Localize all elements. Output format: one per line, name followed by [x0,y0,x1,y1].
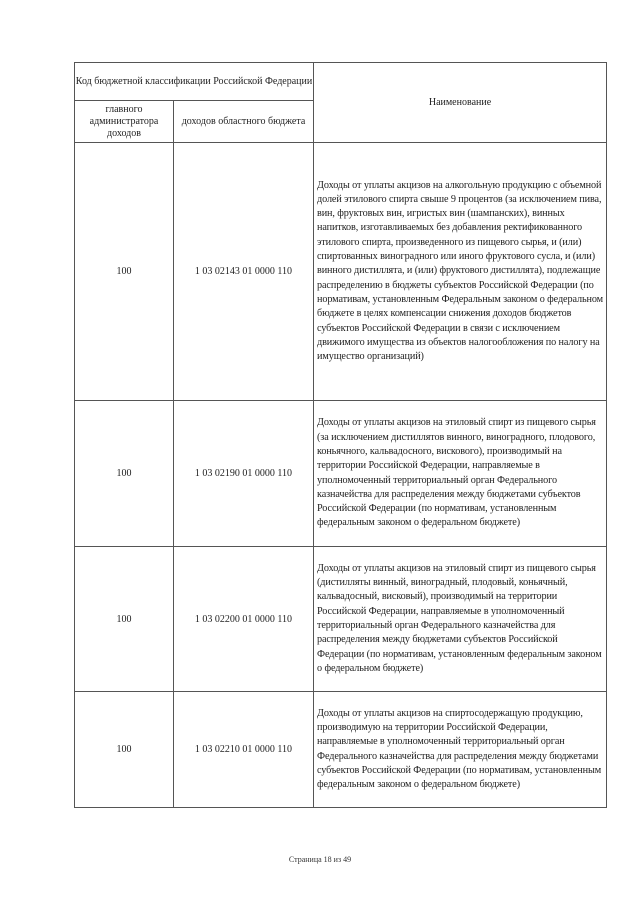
table-row [75,401,607,547]
name-cell: Доходы от уплаты акцизов на этиловый спирт из пищевого сырья (дистилляты винный, виноградный, плодовый, коньячный, кальвадосный, висковый), производимый на территории Российской Федерации, направляемые в уполномоченный территориальный орган Федерального казначейства для распределения между бюджетами субъектов Российской Федерации (по нормативам, установленным федеральным законом о федеральном бюджете) [314,547,607,692]
name-cell: Доходы от уплаты акцизов на этиловый спирт из пищевого сырья (за исключением дистиллятов винного, виноградного, плодового, коньячного, кальвадосного, вискового), производимый на территории Российской Федерации, направляемые в уполномоченный территориальный орган Федерального казначейства для распределения между бюджетами субъектов Российской Федерации (по нормативам, установленным федеральным законом о федеральном бюджете) [314,401,607,547]
budget-code-cell: 1 03 02210 01 0000 110 [174,692,314,808]
name-cell: Доходы от уплаты акцизов на алкогольную продукцию с объемной долей этилового спирта свыше 9 процентов (за исключением пива, вин, фруктовых вин, игристых вин (шампанских), винных напитков, изготавливаемых без добавления ректификованного этилового спирта, произведенного из пищевого сырья, и (или) спиртованных виноградного или иного фруктового сусла, и (или) винного дистиллята, и (или) фруктового дистиллята), подлежащие распределению в бюджеты субъектов Российской Федерации (по нормативам, установленным Федеральным законом о федеральном бюджете в целях компенсации снижения доходов бюджетов субъектов Российской Федерации в связи с исключением движимого имущества из объектов налогообложения по налогу на имущество организаций) [314,143,607,401]
table-row [75,143,607,401]
name-cell: Доходы от уплаты акцизов на спиртосодержащую продукцию, производимую на территории Российской Федерации, направляемые в уполномоченный территориальный орган Федерального казначейства для распределения между бюджетами субъектов Российской Федерации (по нормативам, установленным федеральным законом о федеральном бюджете) [314,692,607,808]
table-row [75,692,607,808]
budget-code-cell: 1 03 02143 01 0000 110 [174,143,314,401]
header-name: Наименование [314,63,607,143]
table-row [75,547,607,692]
admin-code-cell: 100 [75,547,174,692]
page-number: Страница 18 из 49 [288,855,352,864]
admin-code-cell: 100 [75,401,174,547]
budget-classification-table [74,62,607,808]
header-admin: главного администратора доходов [75,101,174,143]
header-row-top [75,63,607,101]
budget-code-cell: 1 03 02200 01 0000 110 [174,547,314,692]
admin-code-cell: 100 [75,692,174,808]
header-income: доходов областного бюджета [174,101,314,143]
header-budget-code: Код бюджетной классификации Российской Федерации [75,63,314,101]
budget-code-cell: 1 03 02190 01 0000 110 [174,401,314,547]
admin-code-cell: 100 [75,143,174,401]
